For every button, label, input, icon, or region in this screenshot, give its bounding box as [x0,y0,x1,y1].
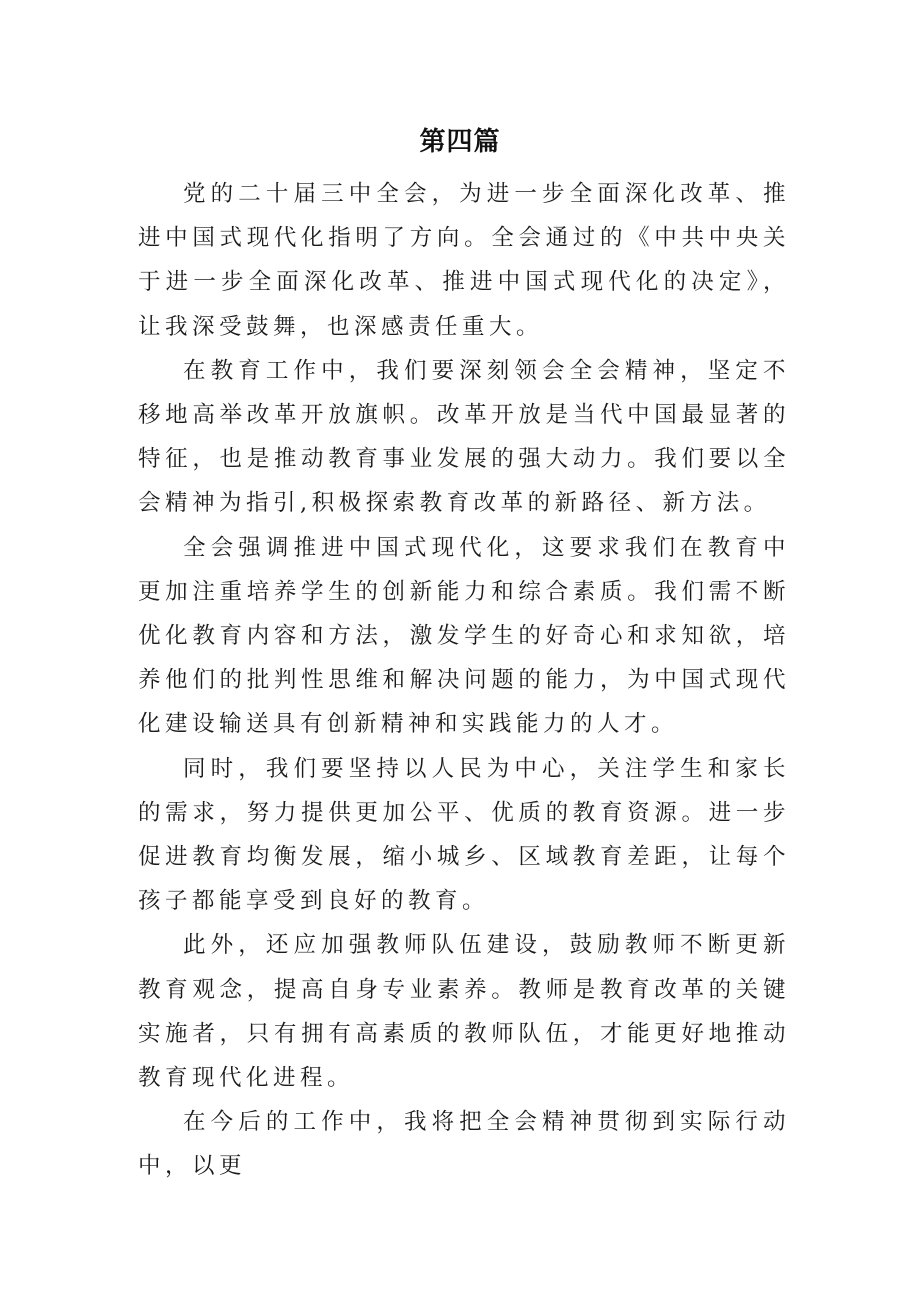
page-title: 第四篇 [419,127,501,157]
paragraph-4: 同时，我们要坚持以人民为中心，关注学生和家长的需求，努力提供更加公平、优质的教育资源。进一步促进教育均衡发展，缩小城乡、区域教育差距，让每个孩子都能享受到良好的教育。 [138,755,790,915]
paragraph-3: 全会强调推进中国式现代化，这要求我们在教育中更加注重培养学生的创新能力和综合素质。我们需不断优化教育内容和方法，激发学生的好奇心和求知欲，培养他们的批判性思维和解决问题的能力，为中国式现代化建设输送具有创新精神和实践能力的人才。 [138,534,790,738]
paragraph-5: 此外，还应加强教师队伍建设，鼓励教师不断更新教育观念，提高自身专业素养。教师是教育改革的关键实施者，只有拥有高素质的教师队伍，才能更好地推动教育现代化进程。 [138,932,790,1092]
paragraph-1: 党的二十届三中全会，为进一步全面深化改革、推进中国式现代化指明了方向。全会通过的《中共中央关于进一步全面深化改革、推进中国式现代化的决定》，让我深受鼓舞，也深感责任重大。 [138,181,790,340]
document-body [138,172,790,1189]
paragraph-6: 在今后的工作中，我将把全会精神贯彻到实际行动中，以更 [138,1109,790,1180]
paragraph-2: 在教育工作中，我们要深刻领会全会精神，坚定不移地高举改革开放旗帜。改革开放是当代中国最显著的特征，也是推动教育事业发展的强大动力。我们要以全会精神为指引,积极探索教育改革的新路径、新方法。 [138,357,790,517]
